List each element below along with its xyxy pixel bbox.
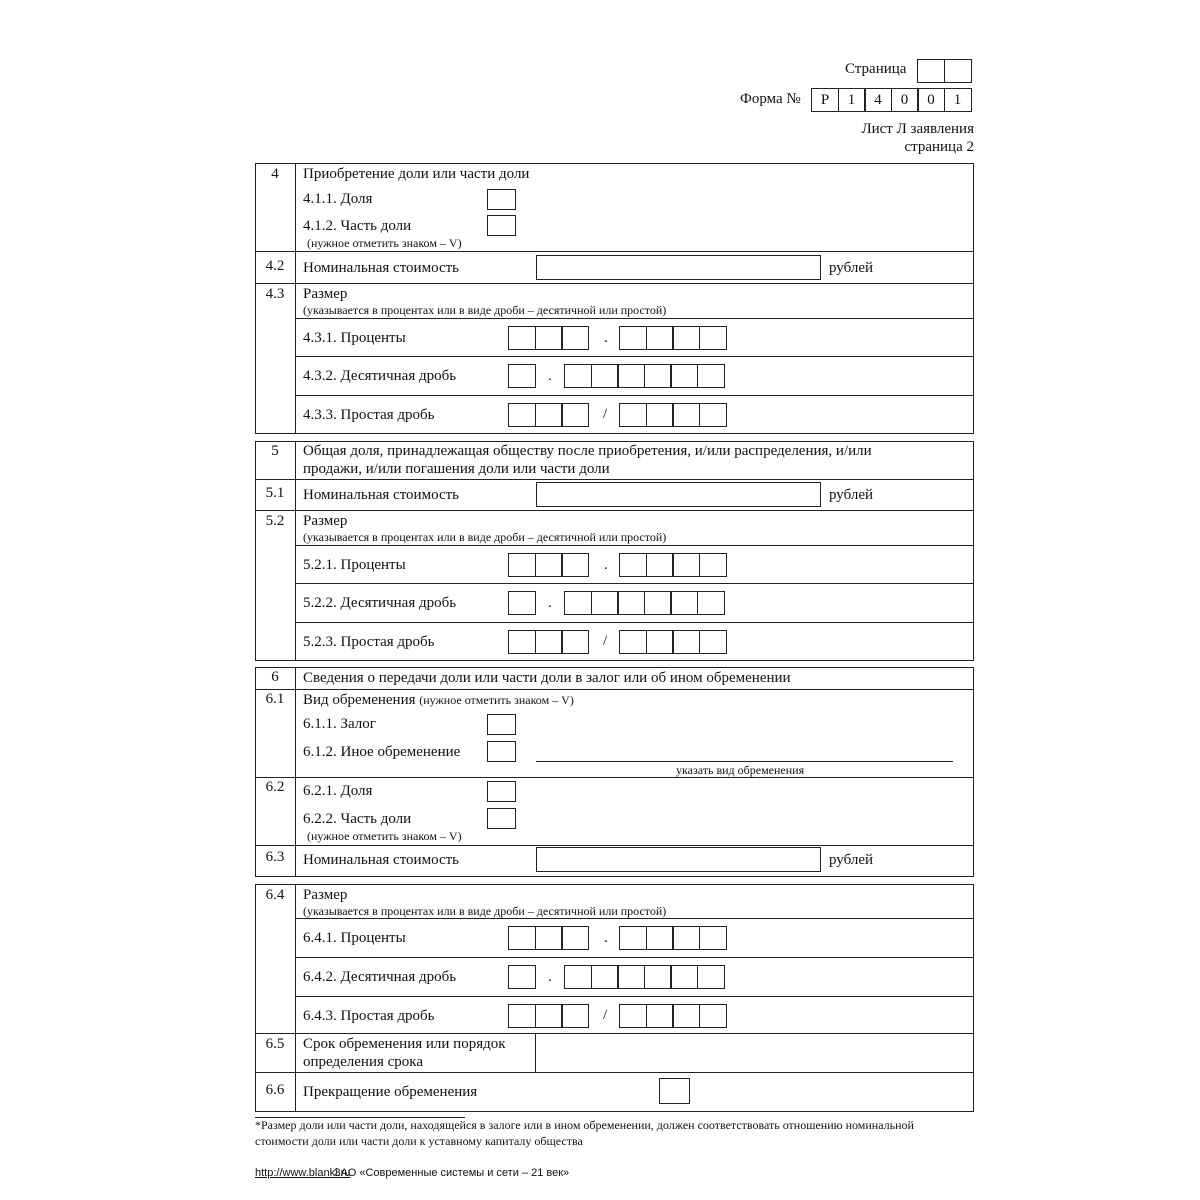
item-6-1-2-label: 6.1.2. Иное обременение [303,744,461,760]
rub-label: рублей [829,852,874,868]
row-divider [255,1072,974,1073]
digit-cell[interactable] [535,403,563,427]
other-encumbrance-line[interactable] [536,761,953,762]
section-5-title-1: Общая доля, принадлежащая обществу после приобретения, и/или распределения, и/или [303,443,872,459]
digit-cell[interactable] [646,630,674,654]
row-divider [255,251,974,252]
specify-note: указать вид обременения [676,763,805,777]
column-divider [295,163,296,434]
mark-note: (нужное отметить знаком – V) [307,829,462,843]
digit-cell[interactable] [672,1004,700,1028]
digit-cell[interactable] [697,965,725,989]
row-divider [255,1033,974,1034]
item-6-2-1-checkbox[interactable] [487,781,516,802]
item-6-1-2-checkbox[interactable] [487,741,516,762]
digit-cell[interactable] [646,326,674,350]
digit-cell[interactable] [619,553,647,577]
item-6-1-1-checkbox[interactable] [487,714,516,735]
item-6-2-1-label: 6.2.1. Доля [303,783,373,799]
row-divider [255,283,974,284]
size-label: Размер [303,513,348,529]
item-6-2-2-label: 6.2.2. Часть доли [303,811,412,827]
digit-cell[interactable] [672,553,700,577]
digit-cell[interactable] [697,364,725,388]
row-number: 6.2 [265,779,285,795]
section-4-title: Приобретение доли или части доли [303,166,530,182]
fraction-separator: / [603,633,608,649]
size-label: Размер [303,286,348,302]
row-number: 6 [271,669,279,685]
size-label: Размер [303,887,348,903]
footer-link[interactable]: http://www.blanki.ru [255,1167,351,1179]
digit-cell[interactable] [619,1004,647,1028]
row-divider [295,957,974,958]
row-divider [295,318,974,319]
digit-cell[interactable] [508,591,536,615]
decimal-separator: . [548,595,552,611]
digit-cell[interactable] [699,630,727,654]
digit-cell[interactable] [508,326,536,350]
row-divider [255,479,974,480]
kind-title: Вид обременения [303,692,416,708]
mark-note: (нужное отметить знаком – V) [307,236,462,250]
section-6-title: Сведения о передачи доли или части доли в залог или об ином обременении [303,670,791,686]
row-number: 5.1 [265,485,285,501]
digit-cell[interactable] [646,1004,674,1028]
row-divider [255,845,974,846]
decimal-frac-cells-5[interactable] [564,591,723,615]
size-note: (указывается в процентах или в виде дроби – десятичной или простой) [303,303,667,317]
fraction-num-cells-4[interactable] [508,403,588,427]
digit-cell[interactable] [561,630,589,654]
item-4-3-1-label: 4.3.1. Проценты [303,330,406,346]
row-number: 5 [271,443,279,459]
term-label-2: определения срока [303,1054,423,1070]
item-4-1-2-checkbox[interactable] [487,215,516,236]
digit-cell[interactable] [672,403,700,427]
percent-int-cells-5[interactable] [508,553,588,577]
item-6-4-3-label: 6.4.3. Простая дробь [303,1008,435,1024]
item-4-3-3-label: 4.3.3. Простая дробь [303,407,435,423]
digit-cell[interactable] [564,364,592,388]
nominal-input-5-1[interactable] [536,482,821,507]
item-6-1-1-label: 6.1.1. Залог [303,716,376,732]
rub-label: рублей [829,260,874,276]
digit-cell[interactable] [564,591,592,615]
digit-cell[interactable] [646,403,674,427]
row-number: 4.2 [265,258,285,274]
page-number-cells[interactable] [917,59,970,83]
percent-frac-cells-4[interactable] [619,326,725,350]
digit-cell[interactable] [617,364,645,388]
item-4-1-1-label: 4.1.1. Доля [303,191,373,207]
fraction-separator: / [603,1007,608,1023]
row-divider [295,583,974,584]
row-number: 4.3 [265,286,285,302]
digit-cell[interactable] [697,591,725,615]
nominal-input-4-2[interactable] [536,255,821,280]
digit-cell[interactable] [672,326,700,350]
digit-cell[interactable] [644,965,672,989]
nominal-label: Номинальная стоимость [303,852,460,868]
digit-cell[interactable] [672,926,700,950]
term-label-1: Срок обременения или порядок [303,1036,506,1052]
digit-cell[interactable] [508,403,536,427]
row-number: 6.6 [265,1082,285,1098]
digit-cell[interactable] [591,591,619,615]
digit-cell[interactable] [699,326,727,350]
digit-cell[interactable] [619,926,647,950]
decimal-separator: . [548,368,552,384]
digit-cell[interactable] [508,630,536,654]
percent-int-cells-6[interactable] [508,926,588,950]
row-number: 6.4 [265,887,285,903]
row-number: 5.2 [265,513,285,529]
decimal-separator: . [604,930,608,946]
row-number: 6.5 [265,1036,285,1052]
decimal-frac-cells-4[interactable] [564,364,723,388]
page-cell[interactable] [944,59,972,83]
digit-cell[interactable] [646,553,674,577]
nominal-label: Номинальная стоимость [303,487,460,503]
item-5-2-1-label: 5.2.1. Проценты [303,557,406,573]
section-5-title-2: продажи, и/или погашения доли или части доли [303,461,610,477]
digit-cell[interactable] [644,591,672,615]
row-divider [255,510,974,511]
digit-cell[interactable] [699,926,727,950]
digit-cell[interactable] [699,403,727,427]
sheet-title: Лист Л заявления [861,121,974,137]
page-cell[interactable] [917,59,945,83]
form-cell: 0 [917,88,945,112]
decimal-separator: . [548,969,552,985]
row-divider [295,356,974,357]
sheet-page: страница 2 [904,139,974,155]
digit-cell[interactable] [699,553,727,577]
digit-cell[interactable] [508,926,536,950]
digit-cell[interactable] [535,1004,563,1028]
digit-cell[interactable] [564,965,592,989]
decimal-frac-cells-6[interactable] [564,965,723,989]
digit-cell[interactable] [508,1004,536,1028]
form-number-cells [811,88,970,112]
digit-cell[interactable] [619,630,647,654]
page-label: Страница [845,61,907,77]
item-5-2-2-label: 5.2.2. Десятичная дробь [303,595,457,611]
digit-cell[interactable] [591,965,619,989]
size-note: (указывается в процентах или в виде дроби – десятичной или простой) [303,530,667,544]
digit-cell[interactable] [646,926,674,950]
digit-cell[interactable] [508,364,536,388]
decimal-separator: . [604,557,608,573]
digit-cell[interactable] [508,553,536,577]
footnote-line-1: *Размер доли или части доли, находящейся в залоге или в ином обременении, должен соответствовать отношению номинальной [255,1118,914,1132]
rub-label: рублей [829,487,874,503]
digit-cell[interactable] [699,1004,727,1028]
percent-frac-cells-5[interactable] [619,553,725,577]
row-number: 6.3 [265,849,285,865]
nominal-label: Номинальная стоимость [303,260,460,276]
digit-cell[interactable] [617,965,645,989]
digit-cell[interactable] [561,553,589,577]
digit-cell[interactable] [591,364,619,388]
fraction-separator: / [603,406,608,422]
item-4-3-2-label: 4.3.2. Десятичная дробь [303,368,457,384]
percent-frac-cells-6[interactable] [619,926,725,950]
termination-label: Прекращение обременения [303,1084,478,1100]
digit-cell[interactable] [644,364,672,388]
form-cell: 1 [944,88,972,112]
fraction-den-cells-6[interactable] [619,1004,725,1028]
digit-cell[interactable] [535,630,563,654]
form-cell: 4 [864,88,892,112]
digit-cell[interactable] [670,364,698,388]
digit-cell[interactable] [617,591,645,615]
kind-label [303,692,574,709]
column-divider [535,1033,536,1072]
digit-cell[interactable] [561,326,589,350]
item-4-1-1-checkbox[interactable] [487,189,516,210]
row-divider [255,777,974,778]
digit-cell[interactable] [670,591,698,615]
item-4-1-2-label: 4.1.2. Часть доли [303,218,412,234]
item-6-4-2-label: 6.4.2. Десятичная дробь [303,969,457,985]
digit-cell[interactable] [672,630,700,654]
row-divider [295,545,974,546]
item-5-2-3-label: 5.2.3. Простая дробь [303,634,435,650]
decimal-int-cells-6[interactable] [508,965,535,989]
digit-cell[interactable] [561,1004,589,1028]
row-divider [295,996,974,997]
item-6-2-2-checkbox[interactable] [487,808,516,829]
row-divider [255,689,974,690]
fraction-den-cells-5[interactable] [619,630,725,654]
percent-int-cells-4[interactable] [508,326,588,350]
column-divider [295,441,296,661]
digit-cell[interactable] [535,553,563,577]
size-note: (указывается в процентах или в виде дроби – десятичной или простой) [303,904,667,918]
digit-cell[interactable] [619,326,647,350]
fraction-num-cells-5[interactable] [508,630,588,654]
digit-cell[interactable] [535,326,563,350]
item-6-4-1-label: 6.4.1. Проценты [303,930,406,946]
form-cell: 0 [891,88,919,112]
termination-checkbox[interactable] [659,1078,690,1104]
fraction-num-cells-6[interactable] [508,1004,588,1028]
decimal-int-cells-4[interactable] [508,364,535,388]
row-divider [295,622,974,623]
digit-cell[interactable] [508,965,536,989]
form-label: Форма № [740,91,801,107]
decimal-separator: . [604,330,608,346]
footnote-line-2: стоимости доли или части доли к уставному капиталу общества [255,1134,583,1148]
row-number: 4 [271,166,279,182]
digit-cell[interactable] [561,926,589,950]
digit-cell[interactable] [619,403,647,427]
digit-cell[interactable] [561,403,589,427]
fraction-den-cells-4[interactable] [619,403,725,427]
form-cell: 1 [838,88,866,112]
digit-cell[interactable] [535,926,563,950]
row-divider [295,395,974,396]
decimal-int-cells-5[interactable] [508,591,535,615]
term-input[interactable] [537,1035,972,1071]
nominal-input-6-3[interactable] [536,847,821,872]
digit-cell[interactable] [670,965,698,989]
kind-note: (нужное отметить знаком – V) [419,693,574,707]
footer-company: ЗАО «Современные системы и сети – 21 век» [334,1167,570,1179]
row-number: 6.1 [265,691,285,707]
form-cell: Р [811,88,839,112]
